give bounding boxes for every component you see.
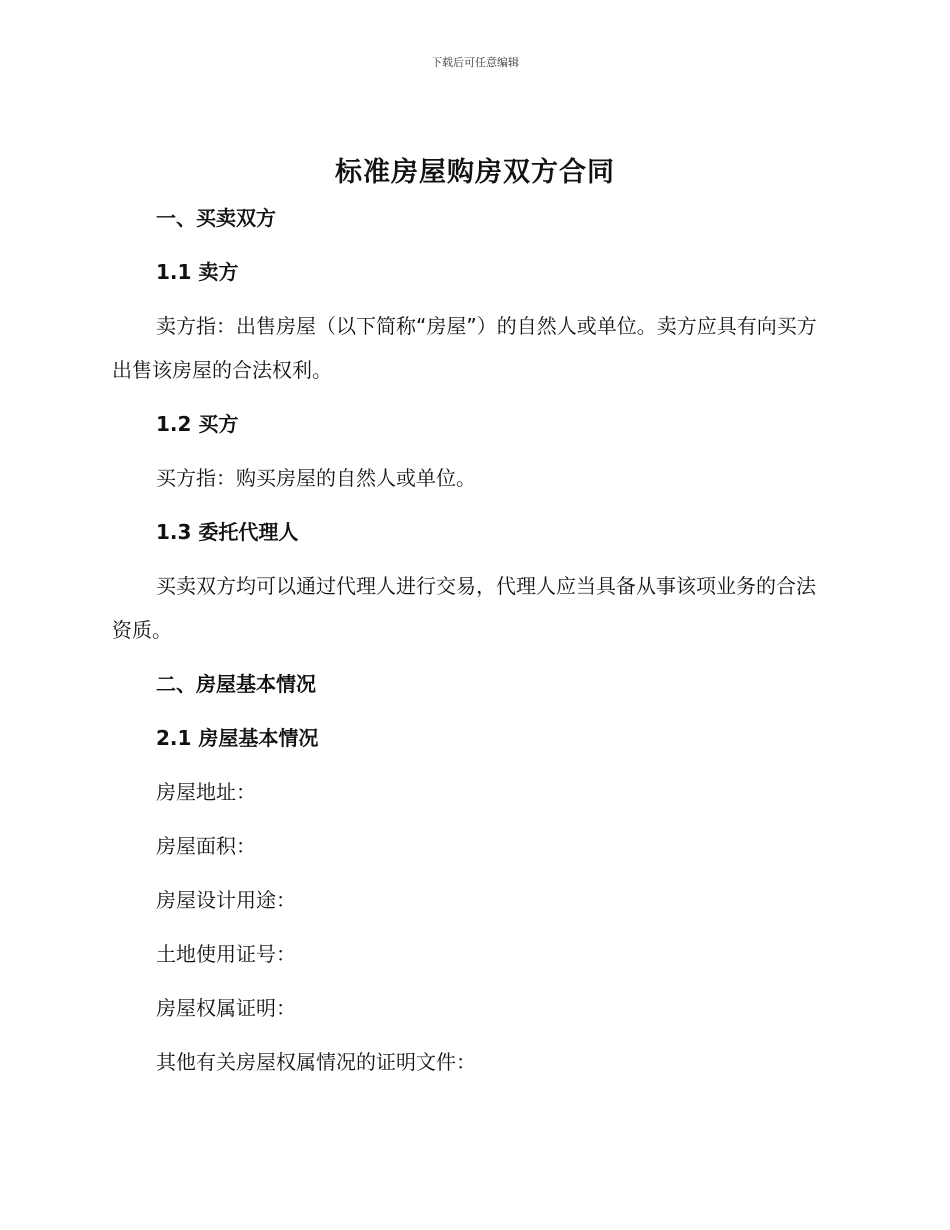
field-other-ownership-docs: 其他有关房屋权属情况的证明文件：	[156, 1050, 476, 1074]
field-design-usage: 房屋设计用途：	[156, 888, 296, 912]
document-body	[112, 196, 832, 1084]
agent-definition: 买卖双方均可以通过代理人进行交易，代理人应当具备从事该项业务的合法资质。	[112, 574, 816, 642]
section-1-2-heading: 1.2 买方	[156, 412, 239, 436]
section-2-1-heading: 2.1 房屋基本情况	[156, 726, 319, 750]
header-note: 下载后可任意编辑	[431, 56, 519, 69]
section-2-heading: 二、房屋基本情况	[156, 672, 316, 696]
field-land-cert-number: 土地使用证号：	[156, 942, 296, 966]
field-ownership-cert: 房屋权属证明：	[156, 996, 296, 1020]
seller-definition: 卖方指：出售房屋（以下简称“房屋”）的自然人或单位。卖方应具有向买方出售该房屋的合法权利。	[112, 314, 817, 382]
field-house-address: 房屋地址：	[156, 780, 256, 804]
section-1-heading: 一、买卖双方	[156, 206, 276, 230]
section-1-1-heading: 1.1 卖方	[156, 260, 239, 284]
section-1-3-heading: 1.3 委托代理人	[156, 520, 299, 544]
field-house-area: 房屋面积：	[156, 834, 256, 858]
buyer-definition: 买方指：购买房屋的自然人或单位。	[156, 466, 476, 490]
document-title: 标准房屋购房双方合同	[335, 157, 615, 188]
